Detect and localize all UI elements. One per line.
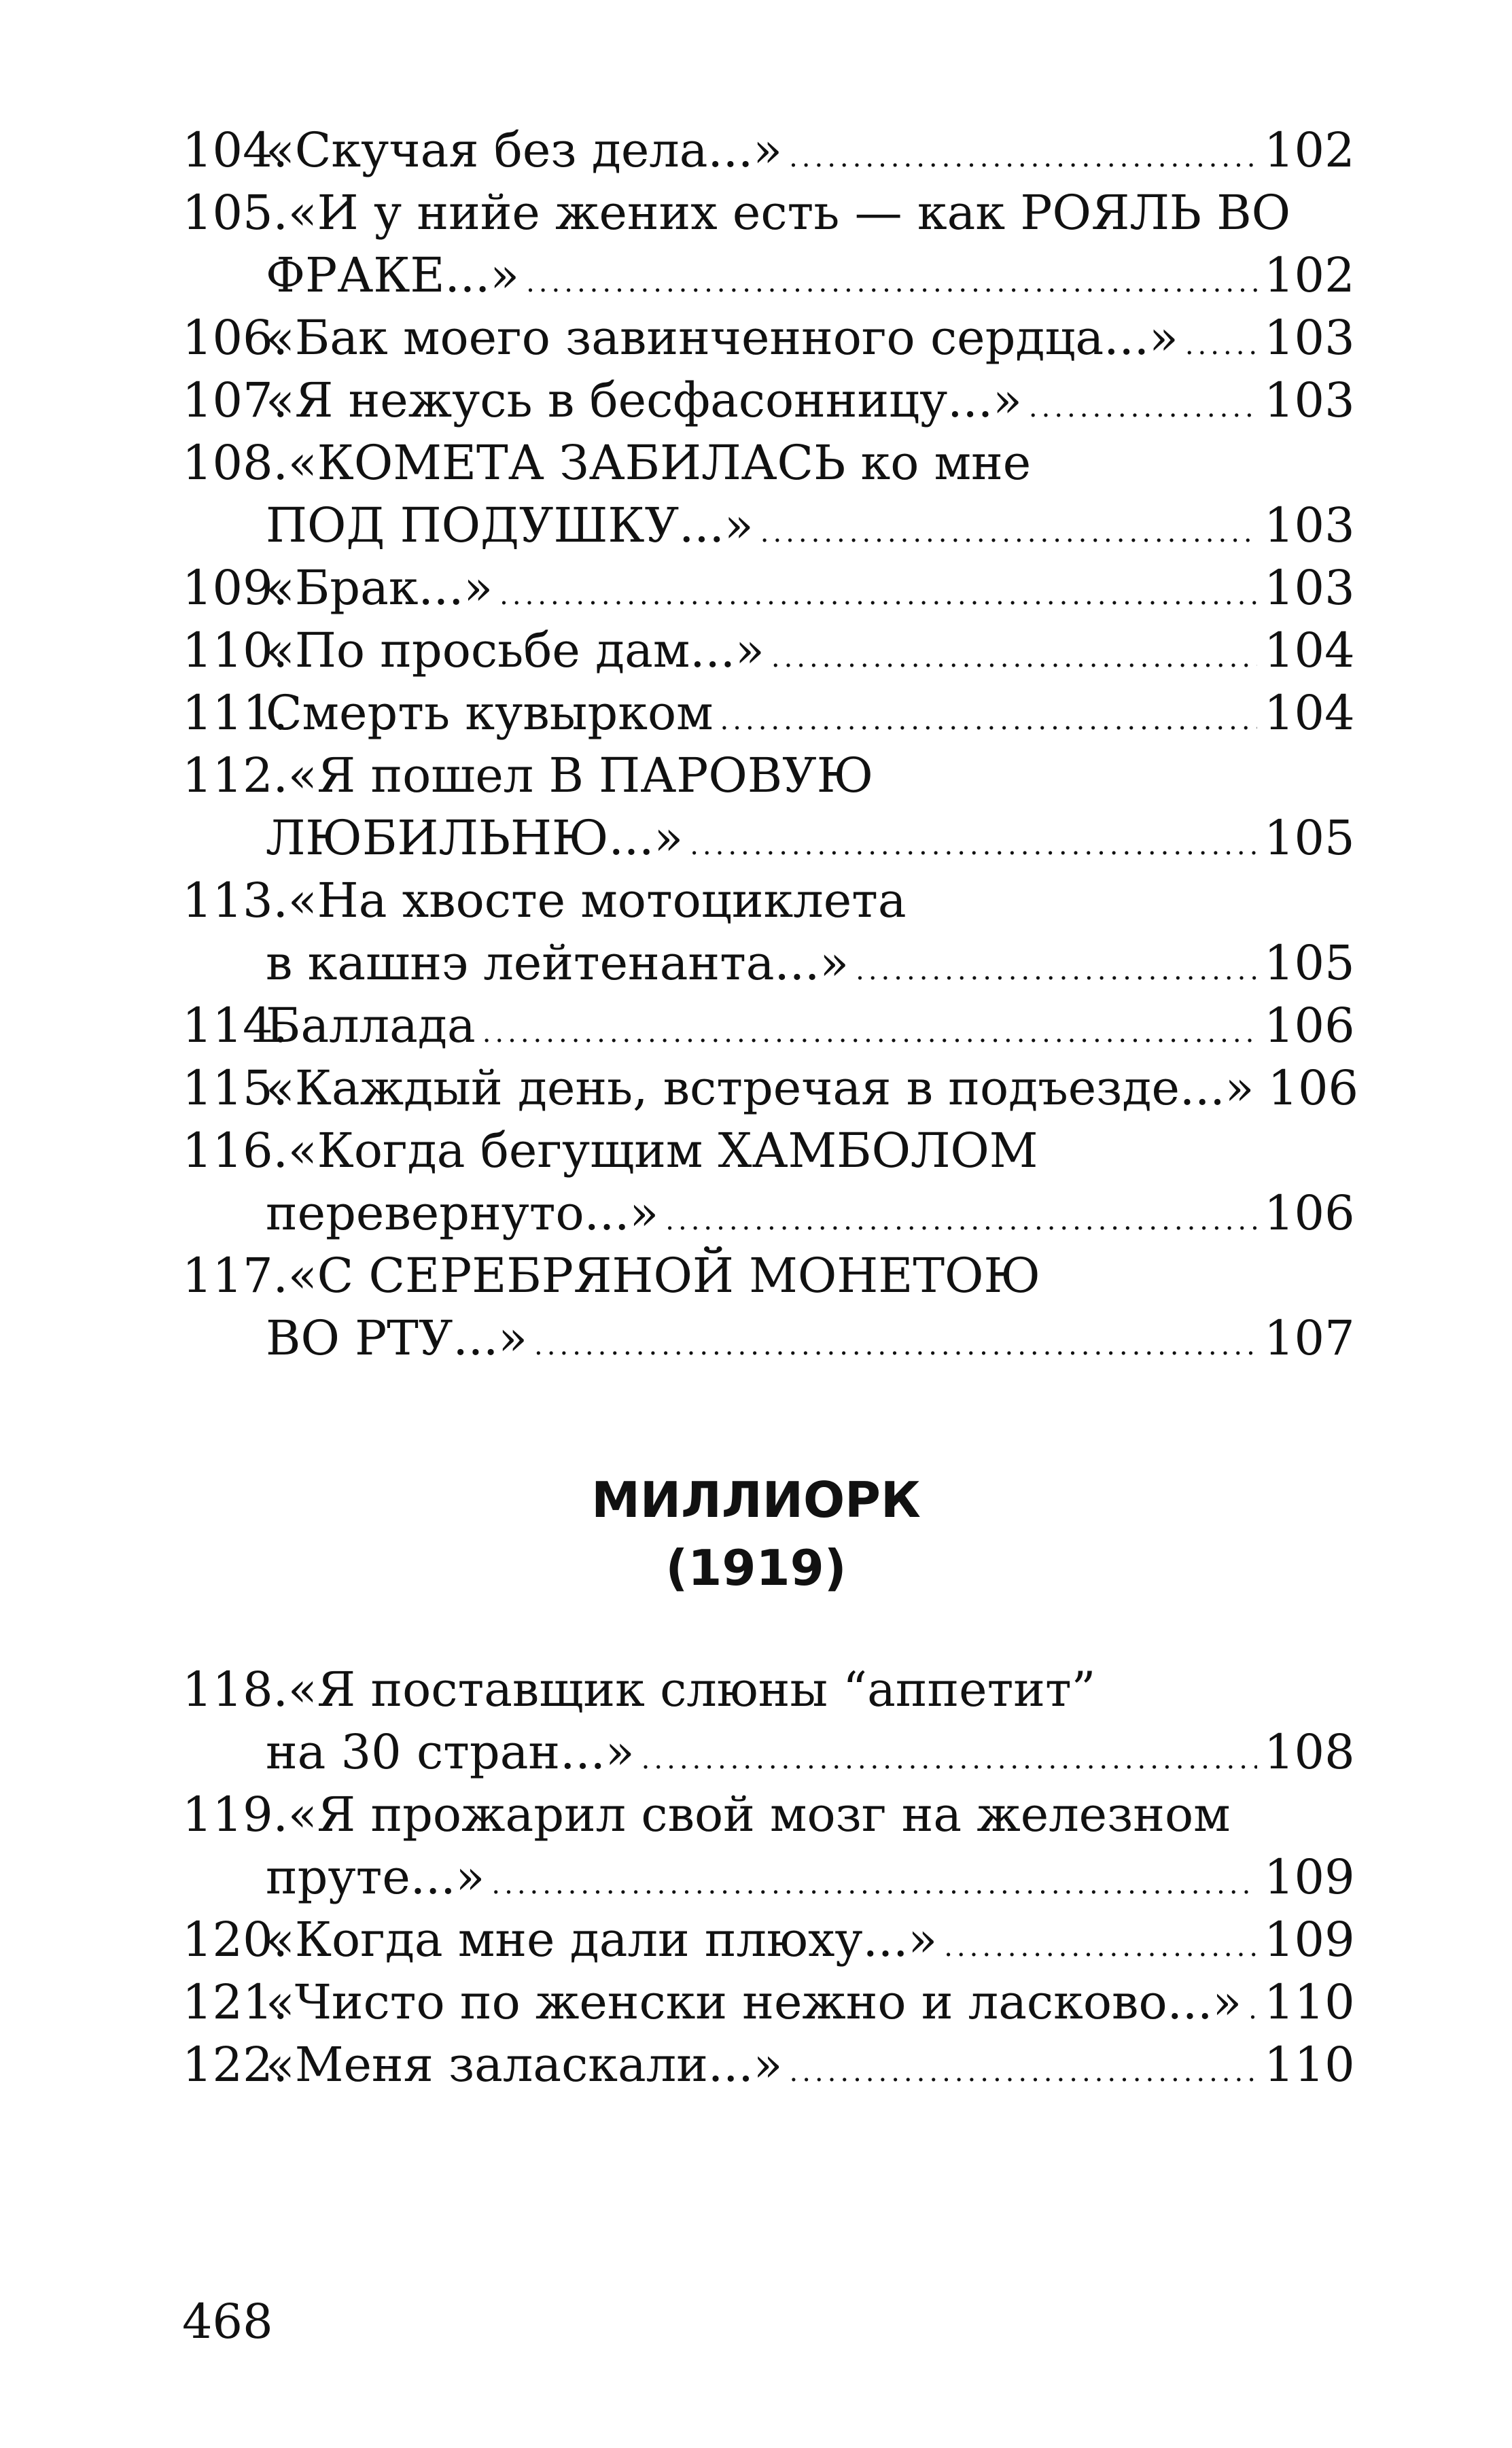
toc-entry-page: 110: [1264, 2037, 1355, 2093]
toc-line: [182, 1244, 1346, 1307]
toc-line-continuation: [182, 1846, 1355, 1908]
toc-entry-title: «Когда бегущим ХАМБОЛОМ: [287, 1123, 1038, 1178]
toc-entry: [182, 1783, 1355, 1908]
toc-line: [182, 744, 1346, 807]
toc-entry-title: ПОД ПОДУШКУ...»: [266, 497, 754, 553]
toc-line: [182, 307, 1355, 369]
toc-entry-title: «Я прожарил свой мозг на железном: [287, 1787, 1231, 1842]
section-heading: МИЛЛИОРК: [591, 1471, 921, 1528]
toc-entry: [182, 619, 1355, 682]
toc-entry-page: 109: [1264, 1849, 1355, 1905]
toc-entry: [182, 369, 1355, 432]
toc-entry-title: «С СЕРЕБРЯНОЙ МОНЕТОЮ: [287, 1248, 1040, 1304]
toc-entry-number: 112.: [182, 748, 288, 803]
dot-leader: [856, 939, 1257, 1002]
toc-entry-page: 102: [1264, 122, 1355, 178]
dot-leader: [526, 251, 1257, 314]
toc-entry-number: 104.: [182, 122, 288, 178]
toc-entry: [182, 1908, 1355, 1971]
toc-entry-number: 119.: [182, 1787, 288, 1842]
toc-line: [182, 1119, 1346, 1182]
toc-entry-page: 105: [1264, 935, 1355, 991]
toc-entry-number: 105.: [182, 185, 288, 241]
toc-entry-title: «Когда мне дали плюху...»: [266, 1912, 938, 1968]
toc-entry-title: «Каждый день, встречая в подъезде...»: [266, 1060, 1254, 1116]
toc-line: [182, 1057, 1359, 1119]
toc-entry-title: в кашнэ лейтенанта...»: [266, 935, 849, 991]
section-year: (1919): [665, 1539, 847, 1596]
toc-entry-title: «Меня заласкали...»: [266, 2037, 783, 2093]
dot-leader: [790, 2041, 1258, 2103]
toc-entry: [182, 1971, 1355, 2033]
toc-entry: [182, 1658, 1355, 1783]
toc-entry: [182, 682, 1355, 744]
toc-entry-title: «Чисто по женски нежно и ласково...»: [266, 1974, 1242, 2030]
toc-entry-title: «Я нежусь в бесфасонницу...»: [266, 372, 1022, 428]
toc-entry-page: 110: [1264, 1974, 1355, 2030]
toc-entry-title: на 30 стран...»: [266, 1724, 635, 1780]
dot-leader: [491, 1853, 1257, 1916]
toc-entry-title: перевернуто...»: [266, 1185, 659, 1241]
toc-entry-title: «Я пошел В ПАРОВУЮ: [287, 748, 874, 803]
toc-entry: [182, 869, 1355, 994]
toc-entry-page: 106: [1267, 1060, 1359, 1116]
dot-leader: [482, 1002, 1257, 1064]
dot-leader: [1185, 314, 1257, 377]
toc-entry-title: «КОМЕТА ЗАБИЛАСЬ ко мне: [287, 435, 1032, 491]
toc-line: [182, 1783, 1346, 1846]
toc-line: [182, 1908, 1355, 1971]
toc-entry-page: 104: [1264, 685, 1355, 741]
toc-entry-page: 107: [1264, 1310, 1355, 1366]
toc-entry-title: «Брак...»: [266, 560, 493, 616]
toc-entry-number: 116.: [182, 1123, 288, 1178]
dot-leader: [771, 627, 1257, 689]
toc-entry-number: 108.: [182, 435, 288, 491]
toc-entry: [182, 1057, 1359, 1119]
toc-entry-number: 121.: [182, 1974, 288, 2030]
dot-leader: [1029, 377, 1257, 439]
toc-entry-number: 109.: [182, 560, 288, 616]
toc-entry: [182, 994, 1355, 1057]
toc-entry: [182, 1119, 1355, 1244]
table-of-contents-top: [182, 119, 1359, 1369]
dot-leader: [760, 502, 1257, 564]
toc-entry-page: 103: [1264, 560, 1355, 616]
toc-entry-page: 108: [1264, 1724, 1355, 1780]
dot-leader: [1248, 1978, 1257, 2041]
toc-line-continuation: [182, 1307, 1355, 1369]
toc-entry-number: 117.: [182, 1248, 288, 1304]
toc-line: [182, 682, 1355, 744]
toc-entry-title: ФРАКЕ...»: [266, 247, 520, 303]
toc-entry-page: 104: [1264, 623, 1355, 678]
toc-entry-number: 110.: [182, 623, 288, 678]
toc-entry-number: 122.: [182, 2037, 288, 2093]
toc-entry-page: 103: [1264, 310, 1355, 366]
toc-entry: [182, 2033, 1355, 2096]
toc-entry-title: «На хвосте мотоциклета: [287, 873, 907, 928]
toc-entry-number: 118.: [182, 1662, 288, 1717]
toc-line-continuation: [182, 1721, 1355, 1783]
dot-leader: [534, 1314, 1257, 1377]
toc-entry-page: 103: [1264, 497, 1355, 553]
toc-entry-title: «И у нийе жених есть — как РОЯЛЬ ВО: [287, 185, 1291, 241]
toc-line: [182, 994, 1355, 1057]
dot-leader: [641, 1728, 1257, 1791]
toc-entry-number: 120.: [182, 1912, 288, 1968]
toc-line: [182, 432, 1346, 494]
toc-entry-number: 115.: [182, 1060, 288, 1116]
toc-entry-page: 106: [1264, 998, 1355, 1053]
toc-entry-title: «Скучая без дела...»: [266, 122, 783, 178]
toc-line: [182, 369, 1355, 432]
toc-entry-number: 106.: [182, 310, 288, 366]
toc-line: [182, 1658, 1346, 1721]
toc-line: [182, 1971, 1355, 2033]
toc-entry-page: 105: [1264, 810, 1355, 866]
toc-entry-page: 102: [1264, 247, 1355, 303]
toc-line: [182, 869, 1346, 932]
toc-line: [182, 2033, 1355, 2096]
dot-leader: [665, 1189, 1257, 1252]
page-number: 468: [182, 2294, 273, 2349]
toc-entry: [182, 432, 1355, 557]
dot-leader: [720, 689, 1257, 752]
toc-line: [182, 619, 1355, 682]
toc-line-continuation: [182, 807, 1355, 869]
toc-entry-title: пруте...»: [266, 1849, 485, 1905]
toc-entry-page: 106: [1264, 1185, 1355, 1241]
table-of-contents-bottom: [182, 1658, 1355, 2096]
toc-entry: [182, 744, 1355, 869]
toc-entry-number: 107.: [182, 372, 288, 428]
toc-line: [182, 119, 1355, 181]
toc-entry-page: 103: [1264, 372, 1355, 428]
toc-entry-title: Баллада: [266, 998, 476, 1053]
dot-leader: [944, 1916, 1257, 1978]
toc-entry-title: Смерть кувырком: [266, 685, 714, 741]
toc-entry-page: 109: [1264, 1912, 1355, 1968]
dot-leader: [499, 564, 1257, 627]
toc-line-continuation: [182, 932, 1355, 994]
toc-line-continuation: [182, 1182, 1355, 1244]
toc-entry-title: ЛЮБИЛЬНЮ...»: [266, 810, 684, 866]
toc-entry: [182, 557, 1355, 619]
dot-leader: [789, 126, 1257, 189]
toc-entry-title: «По просьбе дам...»: [266, 623, 764, 678]
toc-entry: [182, 1244, 1355, 1369]
toc-entry-number: 114.: [182, 998, 288, 1053]
toc-entry-title: ВО РТУ...»: [266, 1310, 528, 1366]
toc-line-continuation: [182, 494, 1355, 557]
toc-entry-title: «Я поставщик слюны “аппетит”: [287, 1662, 1096, 1717]
toc-line: [182, 557, 1355, 619]
toc-entry-number: 113.: [182, 873, 288, 928]
toc-entry: [182, 307, 1355, 369]
toc-entry-title: «Бак моего завинченного сердца...»: [266, 310, 1178, 366]
toc-entry-number: 111.: [182, 685, 288, 741]
toc-line-continuation: [182, 244, 1355, 307]
toc-entry: [182, 119, 1355, 181]
toc-entry: [182, 181, 1355, 307]
dot-leader: [690, 814, 1257, 877]
toc-line: [182, 181, 1346, 244]
